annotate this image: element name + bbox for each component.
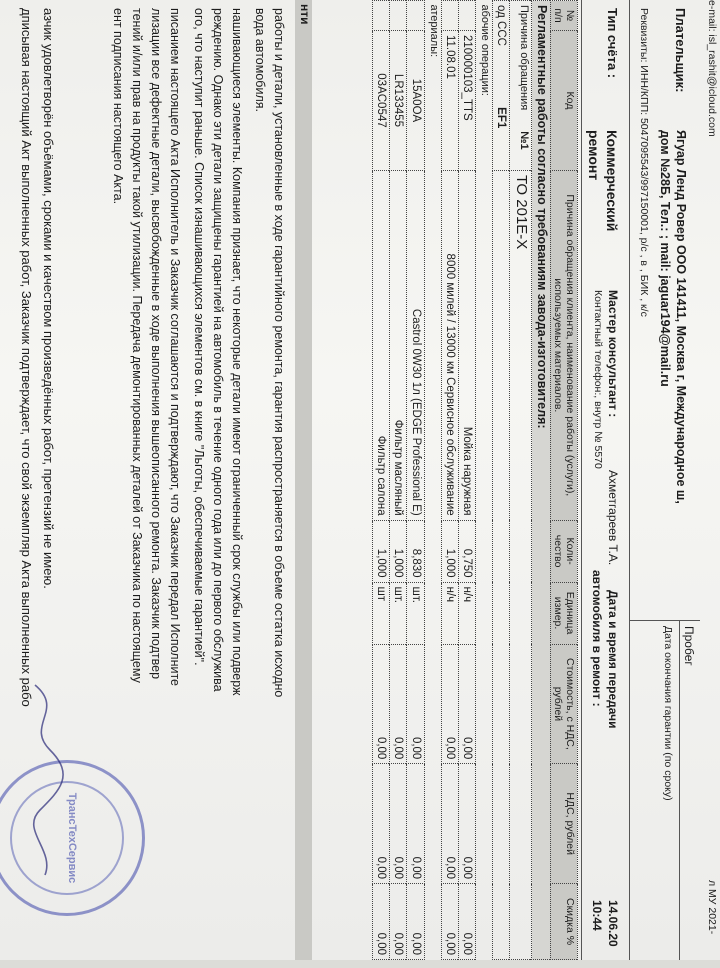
table-row: [407, 1, 424, 960]
mat-vat: 0,00: [390, 764, 407, 884]
mat-unit: шт.: [407, 582, 424, 644]
table-row: [459, 1, 476, 960]
op-vat: 0,00: [459, 764, 476, 884]
paragraph-line: дписывая настоящий Акт выполненных работ, Заказчик подтверждает, что свой экземпляр Акта выполненных рабо: [19, 8, 34, 707]
mat-unit: шт: [372, 582, 389, 644]
payer-label: Плательщик:: [673, 8, 688, 93]
requisites: Реквизиты: ИНН/КПП: 5047095543/997150001, р/с , в , БИК , к/с: [638, 8, 650, 317]
warranty-end-label: Дата окончания гарантии (по сроку): [662, 626, 674, 801]
paragraph-line: ент подписания настоящего Акта.: [111, 8, 125, 205]
op-name: 8000 милей / 13000 км Сервисное обслуживание: [441, 170, 458, 520]
invoice-type-label: Тип счёта :: [605, 8, 620, 79]
warranty-band-title: нти: [298, 4, 312, 25]
mat-cost: 0,00: [407, 644, 424, 764]
section-title: Регламентные работы согласно требованиям завода-изготовителя:: [532, 1, 551, 960]
table-row: [390, 1, 407, 960]
invoice-type-value-2: ремонт: [586, 130, 602, 181]
mat-cost: 0,00: [372, 644, 389, 764]
mat-qty: 1,000: [372, 520, 389, 582]
paragraph-line: ого, что наступит раньше. Список изнашивающихся элементов см. в книге "Льготы, обеспечиваемые гарантией".: [192, 8, 206, 666]
mat-name: Фильтр масляный: [390, 170, 407, 520]
materials-label: атериалы:: [427, 4, 440, 58]
reason-text: ТО 201Е-Х: [510, 170, 532, 959]
paragraph-line: тений и/или прав на продукты такой утилизации. Передача демонтированных деталей от Заказчика по настоящему: [130, 8, 144, 683]
paragraph-line: работы и детали, установленные в ходе гарантийного ремонта, гарантия распространяется в объеме остатка исходно: [272, 8, 286, 698]
op-disc: 0,00: [459, 884, 476, 960]
mat-code: 15A0OA: [407, 30, 424, 170]
mat-qty: 8,830: [407, 520, 424, 582]
mat-unit: шт.: [390, 582, 407, 644]
section-title-row: [532, 1, 551, 960]
mat-disc: 0,00: [407, 884, 424, 960]
handover-label-1: Дата и время передачи: [606, 590, 620, 729]
table-row: [441, 1, 458, 960]
col-unit: Единица измер.: [550, 582, 577, 644]
email-line: e-mail: isl_rashit@icloud.com: [706, 0, 718, 137]
handover-time: 10:44: [590, 900, 604, 931]
col-code: Код: [550, 30, 577, 170]
payer-value-2: дом №28Б, Тел.: ; mail: jaguar194@mail.ru: [658, 130, 672, 387]
op-code: 210000103_TTS: [459, 30, 476, 170]
op-cost: 0,00: [441, 644, 458, 764]
op-qty: 1,000: [441, 520, 458, 582]
top-right-text: л МУ 2021-: [706, 880, 718, 935]
op-unit: н/ч: [459, 582, 476, 644]
master-value: Ахметгареев Т.А.: [606, 470, 620, 566]
mat-code: 03AC0547: [372, 30, 389, 170]
warranty-band: [295, 0, 312, 960]
table-header: [550, 1, 577, 960]
mat-code: LR133455: [390, 30, 407, 170]
reason-num: №1: [518, 131, 531, 150]
mat-cost: 0,00: [390, 644, 407, 764]
master-label: Мастер консультант :: [606, 290, 620, 418]
ops-label-row: [476, 1, 493, 960]
invoice-type-value-1: Коммерческий: [604, 130, 620, 232]
paragraph-line: реждению. Однако эти детали защищены гарантией на автомобиль в течение одного года или до первого обслужива: [211, 8, 225, 692]
col-reason: Причина обращения клиента, наименование работы (услуги), используемых материалов.: [550, 170, 577, 520]
payer-value-1: Ягуар Ленд Ровер ООО 141411, Москва г, Международное ш,: [674, 130, 688, 504]
col-vat: НДС, рублей: [550, 764, 577, 884]
mat-name: Castrol 0W30 1л (EDGE Professional E): [407, 170, 424, 520]
mat-vat: 0,00: [372, 764, 389, 884]
mat-disc: 0,00: [390, 884, 407, 960]
ccc-label: од ССС: [495, 5, 508, 46]
handover-date: 14.06.20: [606, 900, 620, 947]
mileage-label: Пробег: [682, 626, 696, 666]
col-cost: Стоимость, с НДС, рублей: [550, 644, 577, 764]
op-name: Мойка наружная: [459, 170, 476, 520]
contact-phone: Контактный телефон:, внутр № 5570: [592, 290, 604, 469]
stamp-text: ТрансТехСервис: [66, 792, 78, 884]
ccc-value: EF1: [495, 107, 508, 129]
ops-label: абочие операции:: [479, 4, 492, 96]
op-qty: 0,750: [459, 520, 476, 582]
mat-disc: 0,00: [372, 884, 389, 960]
op-cost: 0,00: [459, 644, 476, 764]
mat-qty: 1,000: [390, 520, 407, 582]
ccc-row: [493, 1, 510, 960]
paragraph-line: азчик удовлетворён объёмами, сроками и качеством произведённых работ, претензий не имею.: [41, 8, 56, 589]
table-row: [372, 1, 389, 960]
col-discount: Скидка %: [550, 884, 577, 960]
paragraph-line: лизации все дефектные детали, высвобожденные в ходе выполнения вышеописанного ремонта. Заказчик подтвер: [149, 8, 163, 680]
works-table: [372, 0, 578, 960]
reason-row: [510, 1, 532, 960]
op-disc: 0,00: [441, 884, 458, 960]
handover-label-2: автомобиля в ремонт :: [590, 570, 604, 707]
reason-label: Причина обращения: [518, 5, 531, 111]
paragraph-line: вода автомобиля.: [253, 8, 267, 112]
op-vat: 0,00: [441, 764, 458, 884]
op-unit: н/ч: [441, 582, 458, 644]
op-code: 11.08.01: [441, 30, 458, 170]
col-qty: Коли-чество: [550, 520, 577, 582]
signature-icon: [20, 680, 70, 880]
mat-name: Фильтр салона: [372, 170, 389, 520]
paragraph-line: нашивающиеся элементы. Компания признает, что некоторые детали имеют ограниченный срок службы или подверж: [230, 8, 244, 696]
paragraph-line: писанием настоящего Акта Исполнитель и Заказчик соглашаются и подтверждают, что Заказчик передал Исполните: [168, 8, 182, 686]
mat-vat: 0,00: [407, 764, 424, 884]
col-num: № п/п: [550, 1, 577, 31]
materials-label-row: [424, 1, 441, 960]
